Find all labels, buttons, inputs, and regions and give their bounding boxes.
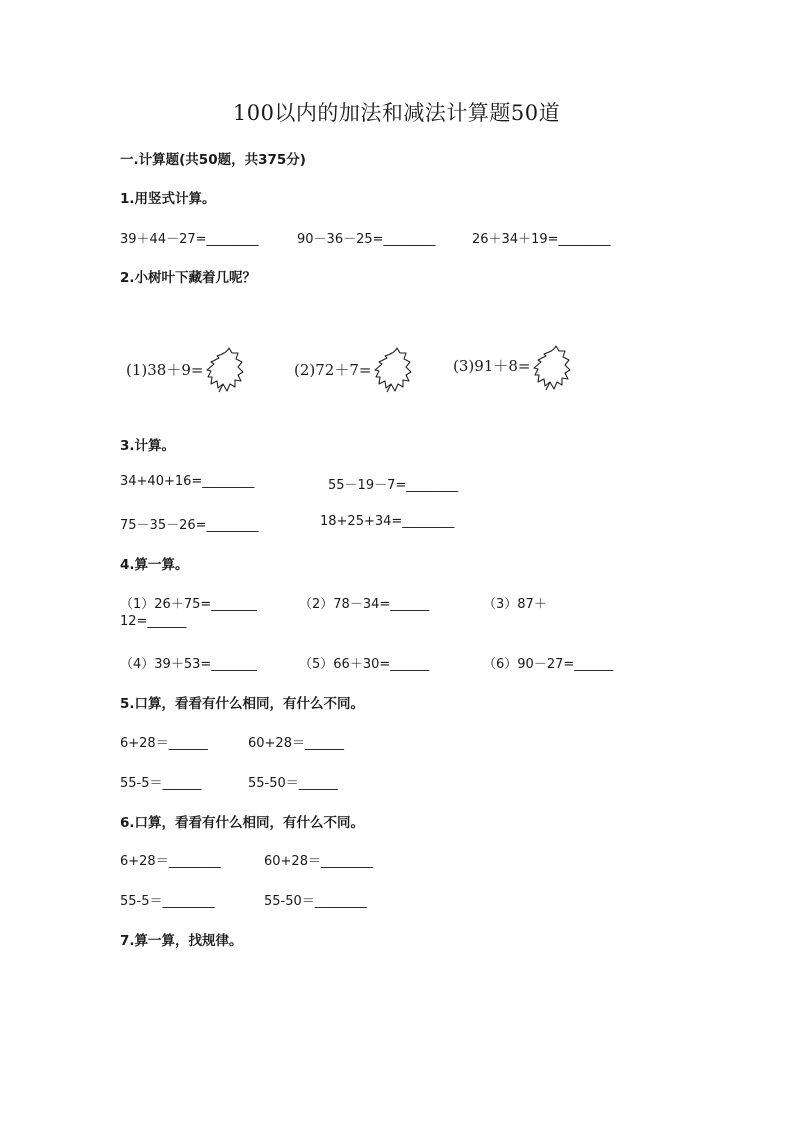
q3-item-1: 34+40+16=________ bbox=[120, 474, 255, 489]
q2-item-1: (1)38＋9= bbox=[126, 361, 204, 379]
q5-item-3: 55-5＝______ bbox=[120, 776, 202, 791]
q4-item-1: （1）26＋75=_______ bbox=[120, 597, 257, 612]
q6-item-4: 55-50＝________ bbox=[264, 894, 367, 909]
leaf-icon bbox=[532, 344, 572, 392]
question-3-heading: 3.计算。 bbox=[120, 438, 176, 454]
q5-item-2: 60+28＝______ bbox=[248, 736, 344, 751]
q4-item-3: （3）87＋ bbox=[483, 597, 547, 612]
page-title: 100以内的加法和减法计算题50道 bbox=[232, 101, 561, 125]
question-5-heading: 5.口算，看看有什么相同，有什么不同。 bbox=[120, 696, 365, 712]
q6-item-2: 60+28＝________ bbox=[264, 854, 373, 869]
leaf-icon bbox=[373, 346, 413, 394]
question-4-heading: 4.算一算。 bbox=[120, 557, 189, 573]
q4-item-4: （4）39＋53=_______ bbox=[120, 657, 257, 672]
q6-item-1: 6+28＝________ bbox=[120, 854, 221, 869]
q4-item-3-wrap: 12=______ bbox=[120, 614, 187, 629]
question-2-heading: 2.小树叶下藏着几呢？ bbox=[120, 270, 257, 286]
q1-item-3: 26＋34＋19=________ bbox=[472, 232, 611, 247]
q4-item-6: （6）90－27=______ bbox=[483, 657, 614, 672]
q2-item-3: (3)91＋8= bbox=[453, 357, 531, 375]
q3-item-4: 18+25+34=________ bbox=[320, 514, 455, 529]
q4-item-5: （5）66＋30=______ bbox=[299, 657, 430, 672]
q6-item-3: 55-5＝________ bbox=[120, 894, 215, 909]
q3-item-3: 75－35－26=________ bbox=[120, 518, 259, 533]
q5-item-1: 6+28＝______ bbox=[120, 736, 208, 751]
section-header: 一.计算题(共50题，共375分) bbox=[120, 152, 306, 168]
question-1-heading: 1.用竖式计算。 bbox=[120, 191, 216, 207]
q4-item-2: （2）78－34=______ bbox=[299, 597, 430, 612]
q1-item-2: 90－36－25=________ bbox=[297, 232, 436, 247]
question-6-heading: 6.口算，看看有什么相同，有什么不同。 bbox=[120, 815, 365, 831]
q2-item-2: (2)72＋7= bbox=[294, 361, 372, 379]
q5-item-4: 55-50＝______ bbox=[248, 776, 338, 791]
q1-item-1: 39＋44－27=________ bbox=[120, 232, 259, 247]
question-7-heading: 7.算一算，找规律。 bbox=[120, 933, 243, 949]
q3-item-2: 55－19－7=________ bbox=[328, 478, 459, 493]
leaf-icon bbox=[205, 346, 245, 394]
